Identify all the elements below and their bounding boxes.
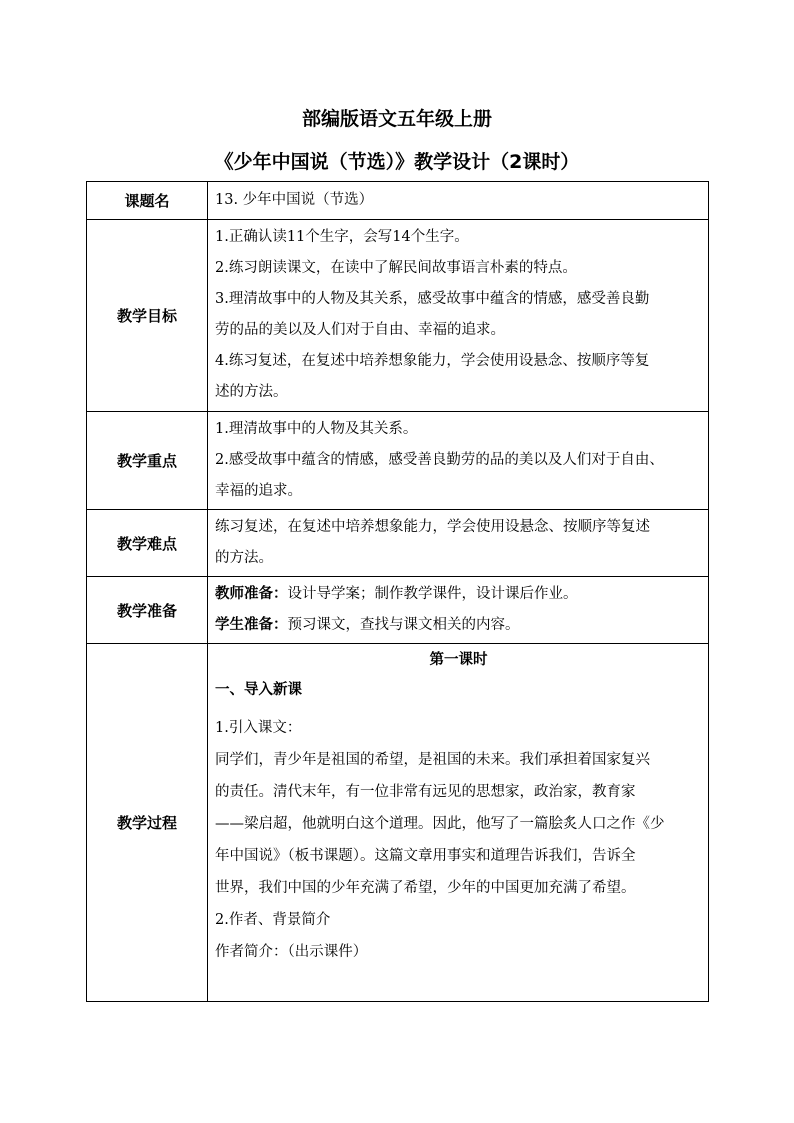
paragraph-line: 世界，我们中国的少年充满了希望，少年的中国更加充满了希望。 (215, 880, 636, 896)
teacher-prep-text: 设计导学案；制作教学课件，设计课后作业。 (287, 586, 578, 602)
teacher-prep-line (215, 579, 702, 610)
difficulty-line: 练习复述，在复述中培养想象能力，学会使用设悬念、按顺序等复述 (215, 519, 650, 535)
key-points-content (208, 412, 709, 510)
label-key-points: 教学重点 (87, 412, 208, 510)
goal-line: 述的方法。 (215, 384, 288, 400)
step-heading: 1.引入课文： (215, 720, 302, 736)
label-preparation: 教学准备 (87, 577, 208, 644)
student-prep-line (215, 610, 702, 641)
label-topic: 课题名 (87, 182, 208, 220)
table-row-topic (87, 182, 709, 220)
section-heading: 一、导入新课 (215, 682, 302, 698)
label-process: 教学过程 (87, 644, 208, 1002)
paragraph-line: ——梁启超，他就明白这个道理。因此，他写了一篇脍炙人口之作《少 (215, 816, 665, 832)
paragraph-line: 年中国说》（板书课题）。这篇文章用事实和道理告诉我们，告诉全 (215, 848, 636, 864)
goal-line: 2.练习朗读课文，在读中了解民间故事语言朴素的特点。 (215, 260, 577, 276)
page-title: 部编版语文五年级上册 (301, 108, 492, 130)
table-row-key-points (87, 412, 709, 510)
paragraph-line: 同学们，青少年是祖国的希望，是祖国的未来。我们承担着国家复兴 (215, 752, 650, 768)
page-subtitle: 《少年中国说（节选）》教学设计（2课时） (214, 151, 580, 173)
goal-line: 劳的品的美以及人们对于自由、幸福的追求。 (215, 322, 505, 338)
topic-value: 13. 少年中国说（节选） (208, 182, 709, 220)
author-intro: 作者简介：（出示课件） (215, 944, 368, 960)
table-row-difficulties (87, 510, 709, 577)
table-row-process (87, 644, 709, 1002)
lesson-heading: 第一课时 (429, 652, 488, 668)
key-point-line: 1.理清故事中的人物及其关系。 (215, 421, 418, 437)
preparation-content (208, 577, 709, 644)
paragraph-line: 的责任。清代末年，有一位非常有远见的思想家，政治家，教育家 (215, 784, 636, 800)
step-heading: 2.作者、背景简介 (215, 912, 331, 928)
goals-content (208, 220, 709, 412)
table-row-goals (87, 220, 709, 412)
goal-line: 1.正确认读11个生字，会写14个生字。 (215, 229, 469, 245)
lesson-plan-table (86, 181, 709, 1002)
difficulties-content (208, 510, 709, 577)
difficulty-line: 的方法。 (215, 550, 273, 566)
table-row-preparation (87, 577, 709, 644)
process-content (208, 644, 709, 1002)
goal-line: 4.练习复述，在复述中培养想象能力，学会使用设悬念、按顺序等复 (215, 353, 650, 369)
teacher-prep-label: 教师准备： (215, 586, 288, 602)
student-prep-label: 学生准备： (215, 617, 288, 633)
student-prep-text: 预习课文，查找与课文相关的内容。 (287, 617, 520, 633)
label-goals: 教学目标 (87, 220, 208, 412)
key-point-line: 2.感受故事中蕴含的情感，感受善良勤劳的品的美以及人们对于自由、 (215, 452, 664, 468)
goal-line: 3.理清故事中的人物及其关系，感受故事中蕴含的情感，感受善良勤 (215, 291, 650, 307)
key-point-line: 幸福的追求。 (215, 483, 302, 499)
label-difficulties: 教学难点 (87, 510, 208, 577)
